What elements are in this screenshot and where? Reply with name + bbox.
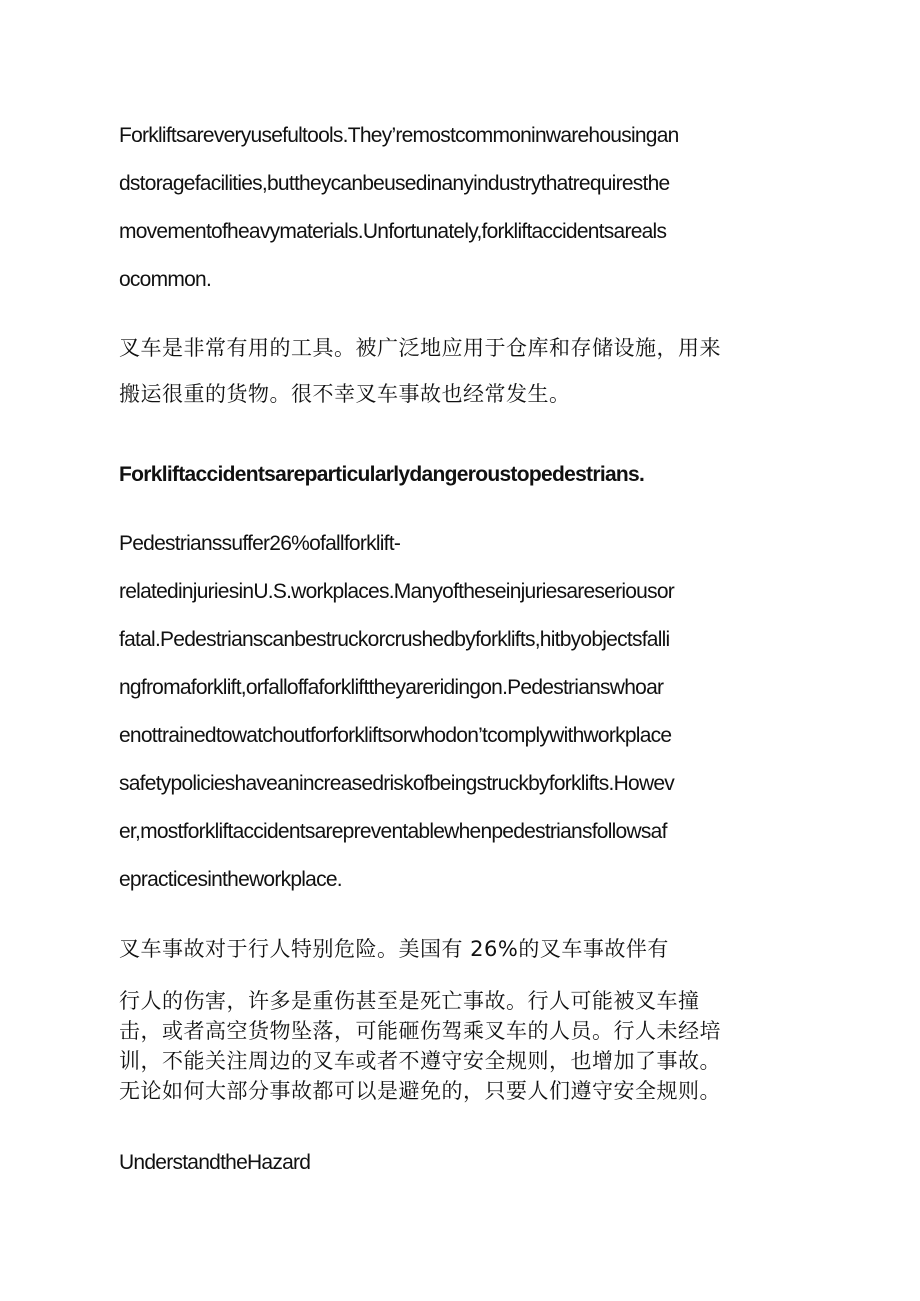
heading-text: Forkliftaccidentsareparticularlydangeroustopedestrians. [119,463,645,486]
text-line: dstoragefacilities,buttheycanbeusedinanyindustrythatrequiresthe [119,172,670,195]
text-line: 行人的伤害，许多是重伤甚至是死亡事故。行人可能被叉车撞 [119,989,700,1013]
paragraph-pedestrians-english [119,520,789,904]
paragraph-pedestrians-chinese [119,986,789,1106]
heading-text: UnderstandtheHazard [119,1151,311,1174]
text-line: safetypolicieshaveanincreasedriskofbeingstruckbyforklifts.Howev [119,772,675,795]
text-line: 搬运很重的货物。很不幸叉车事故也经常发生。 [119,382,571,406]
text-line: 训，不能关注周边的叉车或者不遵守安全规则，也增加了事故。 [119,1049,721,1073]
text-line: epracticesintheworkplace. [119,868,342,891]
text-line: Forkliftsareveryusefultools.They’remostcommoninwarehousingan [119,124,679,147]
text-line: 击，或者高空货物坠落，可能砸伤驾乘叉车的人员。行人未经培 [119,1019,721,1043]
section-heading-pedestrians [119,460,789,490]
text-line: fatal.Pedestrianscanbestruckorcrushedbyforklifts,hitbyobjectsfalli [119,628,670,651]
section-heading-hazard [119,1139,789,1187]
text-line: 叉车事故对于行人特别危险。美国有 26%的叉车事故伴有 [119,937,669,961]
text-line: 无论如何大部分事故都可以是避免的，只要人们遵守安全规则。 [119,1079,721,1103]
text-line: ocommon. [119,268,212,291]
text-line: er,mostforkliftaccidentsarepreventablewhenpedestriansfollowsaf [119,820,667,843]
paragraph-pedestrians-chinese-first-line [119,926,789,972]
text-line: ngfromaforklift,orfalloffaforklifttheyareridingon.Pedestrianswhoar [119,676,664,699]
text-line: enottrainedtowatchoutforforkliftsorwhodon’tcomplywithworkplace [119,724,672,747]
text-line: movementofheavymaterials.Unfortunately,forkliftaccidentsareals [119,220,667,243]
paragraph-intro-chinese [119,325,789,417]
text-line: Pedestrianssuffer26%ofallforklift- [119,532,401,555]
paragraph-intro-english [119,112,789,304]
text-line: 叉车是非常有用的工具。被广泛地应用于仓库和存储设施，用来 [119,336,721,360]
text-line: relatedinjuriesinU.S.workplaces.Manyoftheseinjuriesareseriousor [119,580,675,603]
